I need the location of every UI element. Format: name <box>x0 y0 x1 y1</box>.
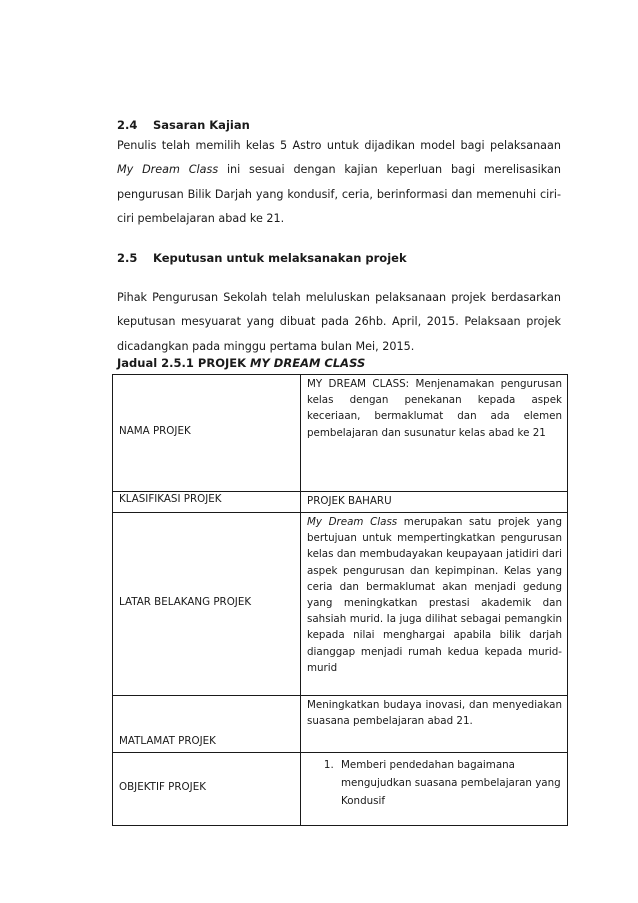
section-number: 2.5 <box>117 251 138 265</box>
caption-italic-text: MY DREAM CLASS <box>250 356 366 370</box>
cell-italic-text: My Dream Class <box>307 516 398 528</box>
table-value-cell: MY DREAM CLASS: Menjenamakan pengurusan kelas dengan penekanan kepada aspek keceriaan, bermaklumat dan ada elemen pembelajaran dan susunatur kelas abad ke 21 <box>301 375 568 492</box>
table-label-cell: OBJEKTIF PROJEK <box>113 753 301 826</box>
section-heading-2-5 <box>117 251 407 265</box>
list-item: 1. Memberi pendedahan bagaimana mengujudkan suasana pembelajaran yang Kondusif <box>337 756 562 810</box>
table-label-cell: KLASIFIKASI PROJEK <box>113 492 301 513</box>
table-value-cell: PROJEK BAHARU <box>301 492 568 513</box>
table-label-cell: LATAR BELAKANG PROJEK <box>113 513 301 696</box>
section-number: 2.4 <box>117 118 138 132</box>
table-label-cell: MATLAMAT PROJEK <box>113 696 301 753</box>
objective-list <box>307 756 562 810</box>
paragraph-sasaran-kajian <box>117 134 561 231</box>
table-value-cell: Meningkatkan budaya inovasi, dan menyediakan suasana pembelajaran abad 21. <box>301 696 568 753</box>
table-row <box>113 492 568 513</box>
table-label-cell: NAMA PROJEK <box>113 375 301 492</box>
table-row <box>113 513 568 696</box>
paragraph-text: ini sesuai dengan kajian keperluan bagi merelisasikan pengurusan Bilik Darjah yang kondusif, ceria, berinformasi dan memenuhi ciri-ciri pembelajaran abad ke 21. <box>117 163 561 225</box>
table-value-cell <box>301 513 568 696</box>
cell-text: merupakan satu projek yang bertujuan untuk mempertingkatkan pengurusan kelas dan membudayakan keupayaan jatidiri dari aspek pengurusan dan kepimpinan. Kelas yang ceria dan bermaklumat akan menjadi gedung yang meningkatkan prestasi akademik dan sahsiah murid. Ia juga dilihat sebagai pemangkin kepada nilai menghargai apabila bilik darjah dianggap menjadi rumah kedua kepada murid-murid <box>307 516 562 674</box>
table-value-cell <box>301 753 568 826</box>
table-caption <box>117 356 365 370</box>
paragraph-italic-text: My Dream Class <box>117 163 219 177</box>
paragraph-keputusan: Pihak Pengurusan Sekolah telah meluluskan pelaksanaan projek berdasarkan keputusan mesyuarat yang dibuat pada 26hb. April, 2015. Pelaksaan projek dicadangkan pada minggu pertama bulan Mei, 2015. <box>117 291 561 353</box>
table-row <box>113 375 568 492</box>
caption-text: Jadual 2.5.1 PROJEK <box>117 356 251 370</box>
section-title: Sasaran Kajian <box>153 118 250 132</box>
table-row <box>113 753 568 826</box>
project-table <box>112 374 568 826</box>
section-title: Keputusan untuk melaksanakan projek <box>153 251 407 265</box>
section-heading-2-4 <box>117 118 250 132</box>
table-row <box>113 696 568 753</box>
paragraph-text: Penulis telah memilih kelas 5 Astro untuk dijadikan model bagi pelaksanaan <box>117 139 561 152</box>
